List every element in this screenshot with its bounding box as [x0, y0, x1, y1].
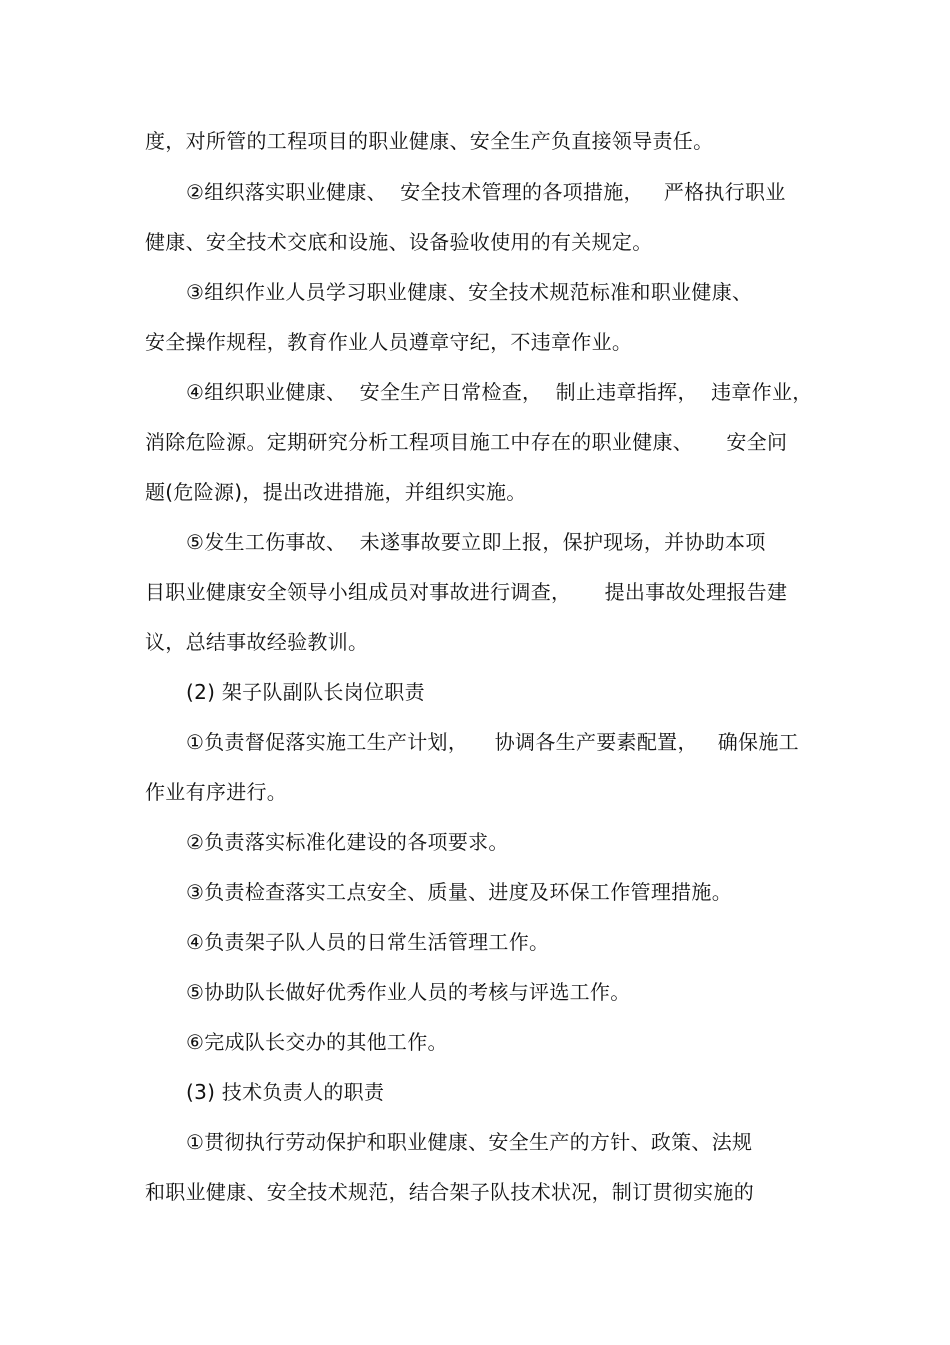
text-line: 和职业健康、安全技术规范，结合架子队技术状况，制订贯彻实施的: [145, 1180, 754, 1204]
text-line: ④负责架子队人员的日常生活管理工作。: [186, 930, 550, 954]
text-line: 作业有序进行。: [145, 780, 288, 804]
text-line: 度，对所管的工程项目的职业健康、安全生产负直接领导责任。: [145, 129, 714, 153]
text-line: ①负责督促落实施工生产计划， 协调各生产要素配置， 确保施工: [186, 730, 799, 754]
section-heading: (2) 架子队副队长岗位职责: [186, 680, 425, 704]
text-line: 题(危险源)，提出改进措施，并组织实施。: [145, 480, 527, 504]
text-line: ②负责落实标准化建设的各项要求。: [186, 830, 509, 854]
text-line: 消除危险源。定期研究分析工程项目施工中存在的职业健康、 安全问: [145, 430, 788, 454]
text-line: ③负责检查落实工点安全、质量、进度及环保工作管理措施。: [186, 880, 733, 904]
section-heading: (3) 技术负责人的职责: [186, 1080, 385, 1104]
text-line: ⑤发生工伤事故、 未遂事故要立即上报，保护现场，并协助本项: [186, 530, 766, 554]
text-line: ⑥完成队长交办的其他工作。: [186, 1030, 448, 1054]
text-line: ①贯彻执行劳动保护和职业健康、安全生产的方针、政策、法规: [186, 1130, 753, 1154]
text-line: 议，总结事故经验教训。: [145, 630, 369, 654]
text-line: ④组织职业健康、 安全生产日常检查， 制止违章指挥， 违章作业，: [186, 380, 813, 404]
text-line: ③组织作业人员学习职业健康、安全技术规范标准和职业健康、: [186, 280, 753, 304]
text-line: 健康、安全技术交底和设施、设备验收使用的有关规定。: [145, 230, 653, 254]
text-line: 安全操作规程，教育作业人员遵章守纪，不违章作业。: [145, 330, 633, 354]
text-line: ②组织落实职业健康、 安全技术管理的各项措施， 严格执行职业: [186, 180, 786, 204]
text-line: 目职业健康安全领导小组成员对事故进行调查， 提出事故处理报告建: [145, 580, 788, 604]
text-line: ⑤协助队长做好优秀作业人员的考核与评选工作。: [186, 980, 631, 1004]
